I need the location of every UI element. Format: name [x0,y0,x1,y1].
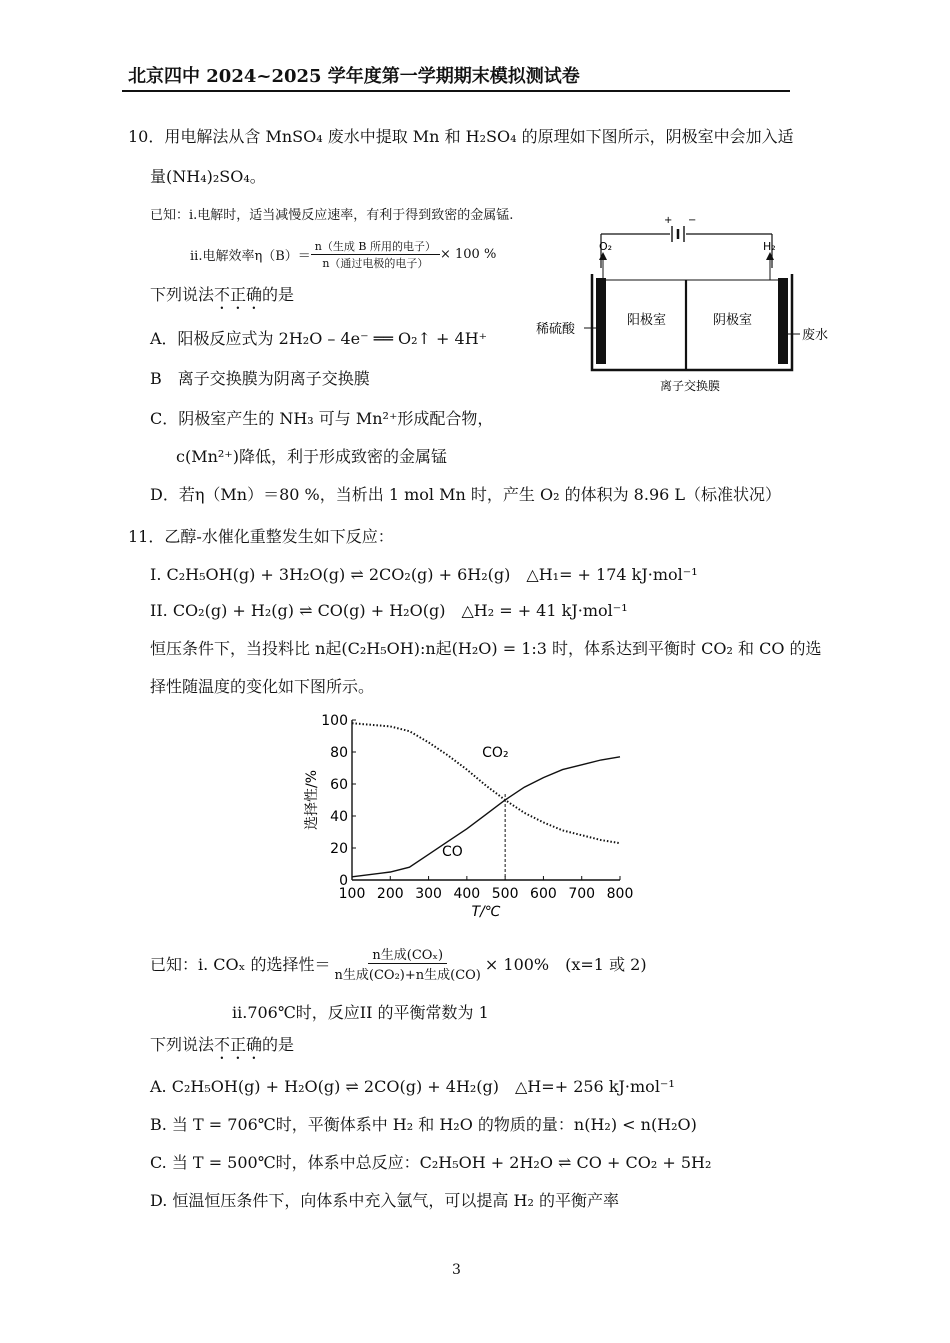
y-axis-label: 选择性/% [304,769,320,831]
selectivity-chart [300,706,640,924]
y-tick-label: 100 [321,713,348,729]
q11-question-post: 的是 [262,1035,295,1054]
q10-option-b: B 离子交换膜为阴离子交换膜 [150,369,370,388]
q10-known-ii-prefix: ii.电解效率η（B）＝ [190,249,311,264]
header-divider [122,90,790,92]
q10-question [150,282,294,313]
q11-stem: 11．乙醇-水催化重整发生如下反应： [128,527,394,546]
cathode-electrode [778,278,788,364]
q10-known-i: 已知：i.电解时，适当减慢反应速率，有利于得到致密的金属锰. [150,208,514,223]
co2-series-line [352,723,620,843]
q11-option-d: D. 恒温恒压条件下，向体系中充入氩气，可以提高 H₂ 的平衡产率 [150,1191,619,1210]
q10-efficiency-fraction [311,238,440,271]
o2-arrow-icon [599,252,607,260]
q10-fraction-denominator: n（通过电极的电子） [322,257,429,270]
cathode-room-label: 阴极室 [713,313,753,328]
q11-known-i-suffix: × 100% (x=1 或 2) [484,955,647,974]
q11-known-ii: ii.706℃时，反应II 的平衡常数为 1 [232,1003,489,1022]
q11-condition-line2: 择性随温度的变化如下图所示。 [150,677,375,696]
x-tick-label: 600 [530,886,557,902]
q11-option-a: A. C₂H₅OH(g) + H₂O(g) ⇌ 2CO(g) + 4H₂(g) △H=+ 256 kJ·mol⁻¹ [150,1077,675,1096]
anode-electrode [596,278,606,364]
membrane-label: 离子交换膜 [660,379,721,393]
y-tick-label: 80 [330,745,348,761]
q10-option-c-line1: C．阴极室产生的 NH₃ 可与 Mn²⁺形成配合物， [150,409,494,428]
electrolytic-cell [592,274,792,370]
x-tick-label: 200 [376,886,404,902]
q11-option-b: B. 当 T = 706℃时，平衡体系中 H₂ 和 H₂O 的物质的量：n(H₂) < n(H₂O) [150,1115,697,1134]
q10-question-pre: 下列说法 [150,285,215,304]
y-tick-label: 60 [330,777,348,793]
co2-series-label: CO₂ [482,744,509,761]
q10-option-a: A．阳极反应式为 2H₂O – 4e⁻ ══ O₂↑ + 4H⁺ [150,329,488,348]
q11-fraction-numerator: n生成(COₓ) [368,944,447,964]
q10-question-post: 的是 [262,285,295,304]
q10-stem-line1: 10．用电解法从含 MnSO₄ 废水中提取 Mn 和 H₂SO₄ 的原理如下图所示，阴极室中会加入适 [128,127,794,146]
q10-known-ii [190,238,496,271]
x-tick-label: 700 [568,886,596,902]
battery-minus: − [688,215,697,226]
x-tick-label: 400 [453,886,481,902]
x-tick-label: 800 [606,886,634,902]
x-tick-label: 300 [415,886,442,902]
y-tick-label: 0 [339,873,348,889]
q11-reaction-2: II. CO₂(g) + H₂(g) ⇌ CO(g) + H₂O(g) △H₂ = + 41 kJ·mol⁻¹ [150,601,628,620]
q10-fraction-numerator: n（生成 B 所用的电子） [311,238,440,255]
anode-room-label: 阳极室 [627,313,667,328]
page-header-title: 北京四中 2024~2025 学年度第一学期期末模拟测试卷 [128,66,580,87]
q10-stem-line2: 量(NH₄)₂SO₄。 [150,167,266,186]
q11-option-c: C. 当 T = 500℃时，体系中总反应：C₂H₅OH + 2H₂O ⇌ CO + CO₂ + 5H₂ [150,1153,712,1172]
q11-question [150,1032,294,1063]
co-series-label: CO [441,844,463,860]
q10-option-c-line2: c(Mn²⁺)降低，利于形成致密的金属锰 [176,447,447,466]
x-tick-label: 500 [491,886,519,902]
q11-fraction-denominator: n生成(CO₂)+n生成(CO) [334,968,481,983]
q11-condition-line1: 恒压条件下，当投料比 n起(C₂H₅OH):n起(H₂O) = 1:3 时，体系达到平衡时 CO₂ 和 CO 的选 [150,639,822,658]
q11-question-emphasis: 不正确 [214,1035,263,1054]
q10-option-d: D．若η（Mn）＝80 %，当析出 1 mol Mn 时，产生 O₂ 的体积为 8.96 L（标准状况） [150,485,782,504]
o2-label: O₂ [599,240,613,253]
q11-question-pre: 下列说法 [150,1035,215,1054]
q11-known-i-prefix: 已知：i. COₓ 的选择性＝ [150,955,331,974]
q11-selectivity-fraction [331,944,485,983]
x-tick-label: 100 [338,886,366,902]
y-tick-label: 20 [330,841,348,857]
q11-reaction-1: I. C₂H₅OH(g) + 3H₂O(g) ⇌ 2CO₂(g) + 6H₂(g) △H₁= + 174 kJ·mol⁻¹ [150,565,698,584]
q11-known-i [150,944,647,983]
x-axis-label: T/℃ [471,904,501,920]
battery-plus: + [664,215,673,226]
page-number: 3 [452,1262,461,1278]
y-tick-label: 40 [330,809,348,825]
right-solution-label: 废水 [802,328,829,343]
q10-known-ii-suffix: × 100 % [439,247,497,262]
h2-arrow-icon [766,252,774,260]
electrolysis-diagram [530,208,830,398]
left-solution-label: 稀硫酸 [536,322,576,337]
co-series-line [352,757,620,877]
h2-label: H₂ [763,240,776,253]
q10-question-emphasis: 不正确 [214,285,263,304]
